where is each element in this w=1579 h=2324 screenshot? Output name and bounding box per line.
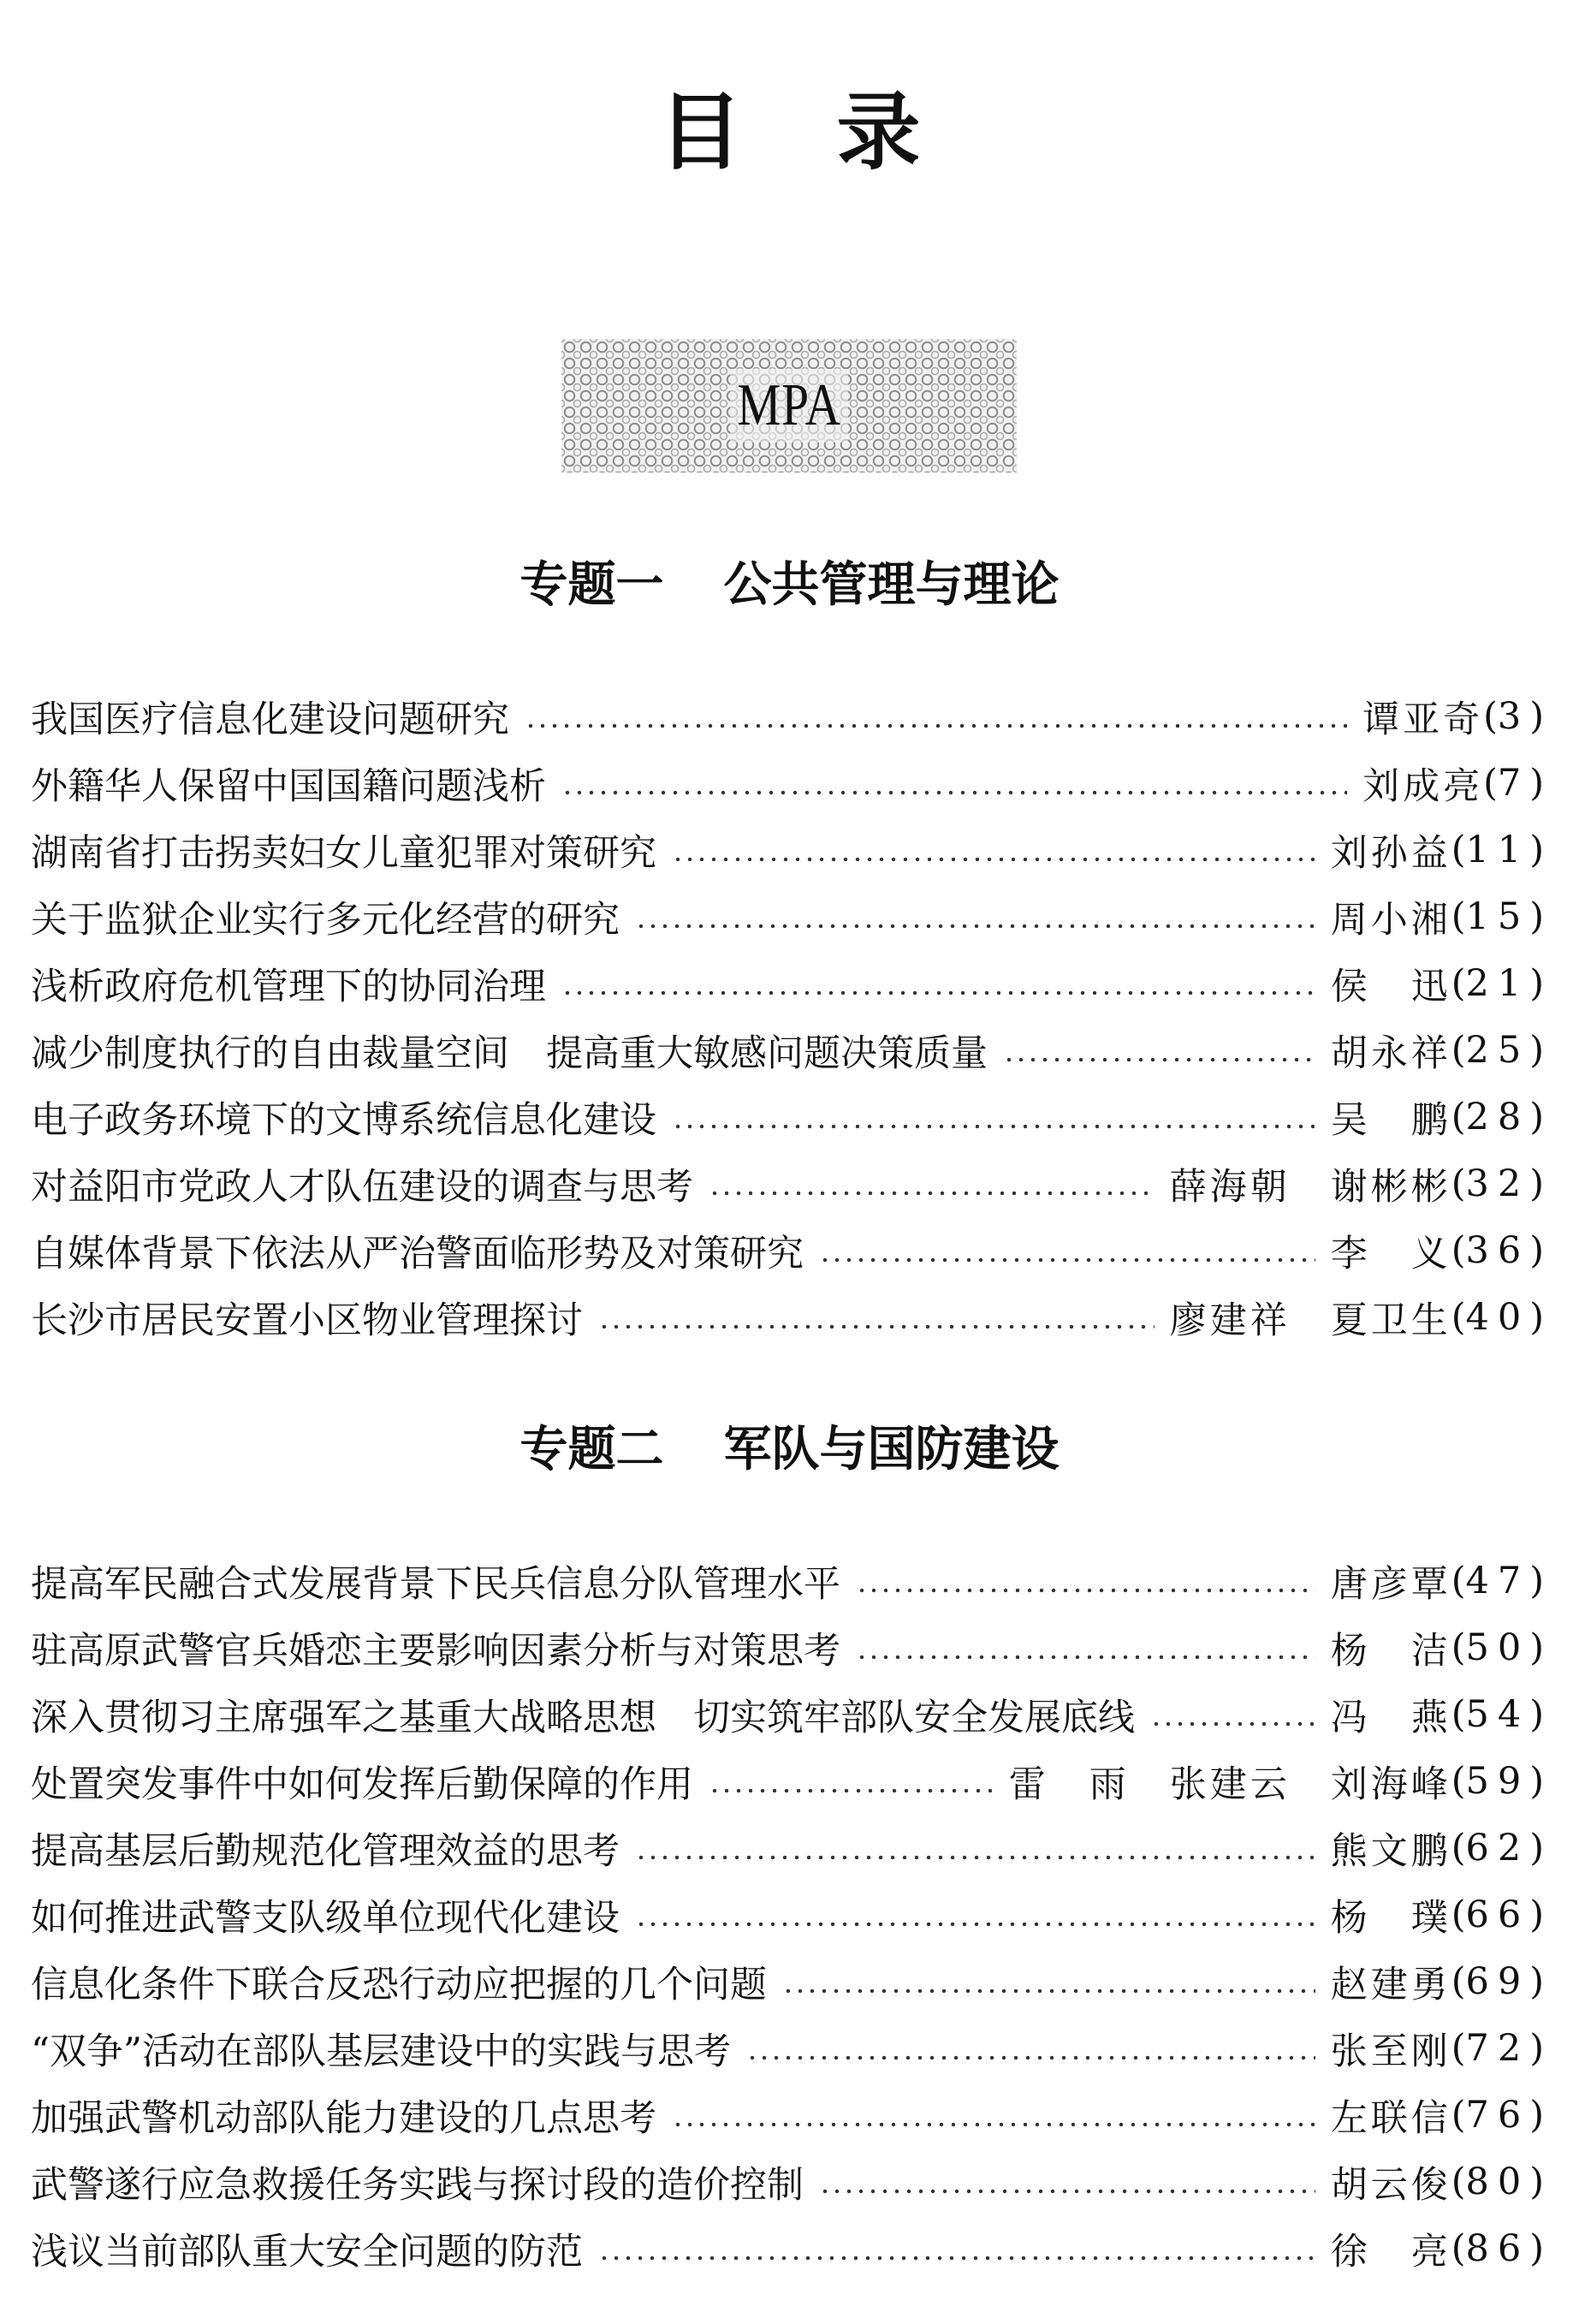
toc-entry-page [1451,1096,1544,1138]
dot-leader [709,1165,1155,1203]
toc-entry-title: 信息化条件下联合反恐行动应把握的几个问题 [31,1963,767,2006]
toc-entry-author: 杨 洁 [1330,1629,1451,1673]
page-title: 目录 [658,84,1015,181]
toc-entry-author: 唐彦覃 [1330,1562,1451,1606]
toc-entry-author: 谭亚奇 [1362,698,1484,741]
page-paren-open: ( [1451,1296,1466,1339]
page-paren-close: ) [1529,2094,1544,2137]
page-paren-open: ( [1451,1893,1466,1936]
dot-leader [635,898,1315,936]
toc-entry-author: 雷 雨 张建云 刘海峰 [1008,1762,1451,1806]
page-paren-close: ) [1529,2161,1544,2203]
page-number: 21 [1465,962,1530,1005]
page-paren-open: ( [1451,1096,1466,1138]
page-number: 3 [1497,695,1530,738]
toc-list-section-1 [31,683,1544,1351]
mpa-badge [561,339,1017,473]
toc-entry-title: 深入贯彻习主席强军之基重大战略思想 切实筑牢部队安全发展底线 [31,1696,1135,1739]
page-paren-open: ( [1451,2094,1466,2137]
page-paren-close: ) [1529,1229,1544,1272]
toc-entry[interactable] [31,750,1544,817]
dot-leader [635,1829,1315,1867]
toc-entry-title: 对益阳市党政人才队伍建设的调查与思考 [31,1165,693,1209]
page-paren-open: ( [1451,2227,1466,2270]
toc-entry-page [1451,2027,1544,2070]
page-paren-close: ) [1529,1096,1544,1138]
toc-entry-title: 自媒体背景下依法从严治警面临形势及对策研究 [31,1232,804,1275]
page-paren-close: ) [1529,895,1544,938]
dot-leader [525,698,1347,735]
page-paren-open: ( [1451,2027,1466,2070]
toc-entry[interactable] [31,2215,1544,2282]
toc-entry[interactable] [31,1881,1544,1948]
toc-entry-page [1451,1827,1544,1869]
dot-leader [598,2230,1315,2268]
toc-entry-author: 吴 鹏 [1330,1098,1451,1142]
page-paren-open: ( [1451,1560,1466,1602]
page-paren-open: ( [1451,1626,1466,1669]
toc-entry[interactable] [31,2149,1544,2215]
page-paren-close: ) [1529,1029,1544,1072]
toc-entry-author: 张至刚 [1330,2030,1451,2073]
section-title-2 [0,1419,1579,1481]
toc-entry-author: 刘成亮 [1362,764,1484,808]
toc-entry-page [1451,1229,1544,1272]
toc-entry-author: 胡云俊 [1330,2163,1451,2207]
dot-leader [672,2096,1315,2134]
toc-entry-page [1451,1560,1544,1602]
toc-entry-title: 浅议当前部队重大安全问题的防范 [31,2230,583,2273]
page-paren-close: ) [1529,1827,1544,1869]
toc-entry-title: 如何推进武警支队级单位现代化建设 [31,1896,620,1940]
page-number: 50 [1465,1626,1530,1669]
page-paren-close: ) [1529,1296,1544,1339]
page-paren-close: ) [1529,1162,1544,1205]
dot-leader [561,965,1315,1002]
page-paren-open: ( [1451,1960,1466,2003]
dot-leader [782,1963,1315,2000]
page-paren-close: ) [1529,762,1544,805]
page-number: 47 [1465,1560,1530,1602]
section-name: 军队与国防建设 [723,1422,1060,1477]
toc-entry-author: 刘孙益 [1330,831,1451,875]
page-number: 80 [1465,2161,1530,2203]
toc-entry-page [1451,829,1544,871]
page-paren-open: ( [1451,1229,1466,1272]
toc-entry-title: 外籍华人保留中国国籍问题浅析 [31,764,546,808]
badge-text: MPA [730,369,848,443]
page-number: 59 [1465,1760,1530,1803]
page-number: 28 [1465,1096,1530,1138]
toc-entry-page [1451,1296,1544,1339]
page-paren-open: ( [1451,962,1466,1005]
toc-entry[interactable] [31,1150,1544,1217]
toc-entry-author: 周小湘 [1330,898,1451,942]
toc-entry-page [1451,1960,1544,2003]
dot-leader [746,2030,1315,2067]
page-paren-open: ( [1451,829,1466,871]
toc-entry-title: 武警遂行应急救援任务实践与探讨段的造价控制 [31,2163,804,2207]
toc-entry-title: 提高基层后勤规范化管理效益的思考 [31,1829,620,1873]
toc-entry-title: 湖南省打击拐卖妇女儿童犯罪对策研究 [31,831,656,875]
page-number: 15 [1465,895,1530,938]
toc-entry[interactable] [31,1284,1544,1351]
dot-leader [856,1562,1315,1600]
toc-entry-title: 减少制度执行的自由裁量空间 提高重大敏感问题决策质量 [31,1031,988,1075]
dot-leader [672,831,1315,869]
toc-entry-page [1451,1893,1544,1936]
section-number: 专题二 [519,1422,664,1477]
toc-entry-author: 冯 燕 [1330,1696,1451,1739]
toc-entry-page [1451,1693,1544,1736]
page-number: 62 [1465,1827,1530,1869]
toc-entry-author: 杨 璞 [1330,1896,1451,1940]
dot-leader [598,1299,1155,1336]
toc-entry[interactable] [31,1217,1544,1284]
toc-entry-page [1451,1029,1544,1072]
toc-entry-author: 左联信 [1330,2096,1451,2140]
toc-entry[interactable] [31,1748,1544,1815]
toc-entry-author: 侯 迅 [1330,965,1451,1008]
dot-leader [561,764,1347,802]
toc-entry[interactable] [31,1614,1544,1681]
page-paren-open: ( [1451,1827,1466,1869]
toc-entry[interactable] [31,1548,1544,1614]
page-paren-close: ) [1529,1560,1544,1602]
toc-entry-page [1451,1162,1544,1205]
page-number: 76 [1465,2094,1530,2137]
toc-entry-page [1483,762,1544,805]
toc-entry-title: 电子政务环境下的文博系统信息化建设 [31,1098,656,1142]
dot-leader [672,1098,1315,1136]
page-paren-open: ( [1451,1162,1466,1205]
toc-entry[interactable] [31,817,1544,883]
page-paren-close: ) [1529,695,1544,738]
section-number: 专题一 [519,557,664,613]
toc-entry-page [1451,2227,1544,2270]
toc-entry-author: 廖建祥 夏卫生 [1169,1299,1451,1342]
page-paren-close: ) [1529,962,1544,1005]
toc-entry-title: 浅析政府危机管理下的协同治理 [31,965,546,1008]
section-name: 公共管理与理论 [723,557,1060,613]
toc-entry-title: 关于监狱企业实行多元化经营的研究 [31,898,620,942]
dot-leader [709,1762,994,1800]
toc-entry-page [1451,1760,1544,1803]
dot-leader [819,2163,1315,2201]
toc-entry[interactable] [31,683,1544,750]
toc-entry-title: 驻高原武警官兵婚恋主要影响因素分析与对策思考 [31,1629,840,1673]
toc-entry[interactable] [31,2015,1544,2082]
page-number: 69 [1465,1960,1530,2003]
page-paren-open: ( [1451,895,1466,938]
toc-entry-author: 赵建勇 [1330,1963,1451,2006]
page-number: 86 [1465,2227,1530,2270]
toc-entry[interactable] [31,1017,1544,1084]
toc-entry[interactable] [31,883,1544,950]
page-paren-open: ( [1483,762,1498,805]
dot-leader [1150,1696,1315,1733]
toc-entry-page [1483,695,1544,738]
page-number: 25 [1465,1029,1530,1072]
toc-entry-author: 徐 亮 [1330,2230,1451,2273]
toc-entry-page [1451,1626,1544,1669]
toc-entry-author: 薛海朝 谢彬彬 [1169,1165,1451,1209]
page-paren-close: ) [1529,1893,1544,1936]
page-paren-close: ) [1529,2227,1544,2270]
toc-entry-page [1451,962,1544,1005]
toc-entry-title: 长沙市居民安置小区物业管理探讨 [31,1299,583,1342]
toc-entry-author: 熊文鹏 [1330,1829,1451,1873]
toc-entry[interactable] [31,1815,1544,1881]
page-number: 7 [1497,762,1530,805]
page-paren-open: ( [1451,1693,1466,1736]
page-number: 54 [1465,1693,1530,1736]
dot-leader [635,1896,1315,1934]
toc-entry-title: “双争”活动在部队基层建设中的实践与思考 [31,2030,731,2073]
toc-entry[interactable] [31,1681,1544,1748]
page-number: 72 [1465,2027,1530,2070]
toc-entry-title: 处置突发事件中如何发挥后勤保障的作用 [31,1762,693,1806]
dot-leader [819,1232,1315,1269]
page-paren-close: ) [1529,1760,1544,1803]
page-number: 32 [1465,1162,1530,1205]
page-paren-close: ) [1529,1626,1544,1669]
toc-entry[interactable] [31,1084,1544,1150]
toc-entry[interactable] [31,2082,1544,2149]
page-number: 66 [1465,1893,1530,1936]
toc-entry[interactable] [31,1948,1544,2015]
page-paren-open: ( [1451,1029,1466,1072]
toc-entry-author: 李 义 [1330,1232,1451,1275]
section-title-1 [0,555,1579,616]
dot-leader [856,1629,1315,1667]
page-paren-close: ) [1529,2027,1544,2070]
toc-entry-page [1451,895,1544,938]
page-paren-open: ( [1451,1760,1466,1803]
toc-entry-title: 我国医疗信息化建设问题研究 [31,698,509,741]
page-paren-close: ) [1529,1693,1544,1736]
page-paren-open: ( [1451,2161,1466,2203]
page-paren-close: ) [1529,829,1544,871]
toc-entry[interactable] [31,950,1544,1017]
page-paren-open: ( [1483,695,1498,738]
dot-leader [1003,1031,1315,1069]
toc-list-section-2 [31,1548,1544,2282]
toc-entry-title: 提高军民融合式发展背景下民兵信息分队管理水平 [31,1562,840,1606]
toc-entry-author: 胡永祥 [1330,1031,1451,1075]
page-number: 11 [1465,829,1530,871]
page-number: 40 [1465,1296,1530,1339]
toc-entry-page [1451,2094,1544,2137]
page-number: 36 [1465,1229,1530,1272]
toc-entry-title: 加强武警机动部队能力建设的几点思考 [31,2096,656,2140]
toc-entry-page [1451,2161,1544,2203]
page-paren-close: ) [1529,1960,1544,2003]
